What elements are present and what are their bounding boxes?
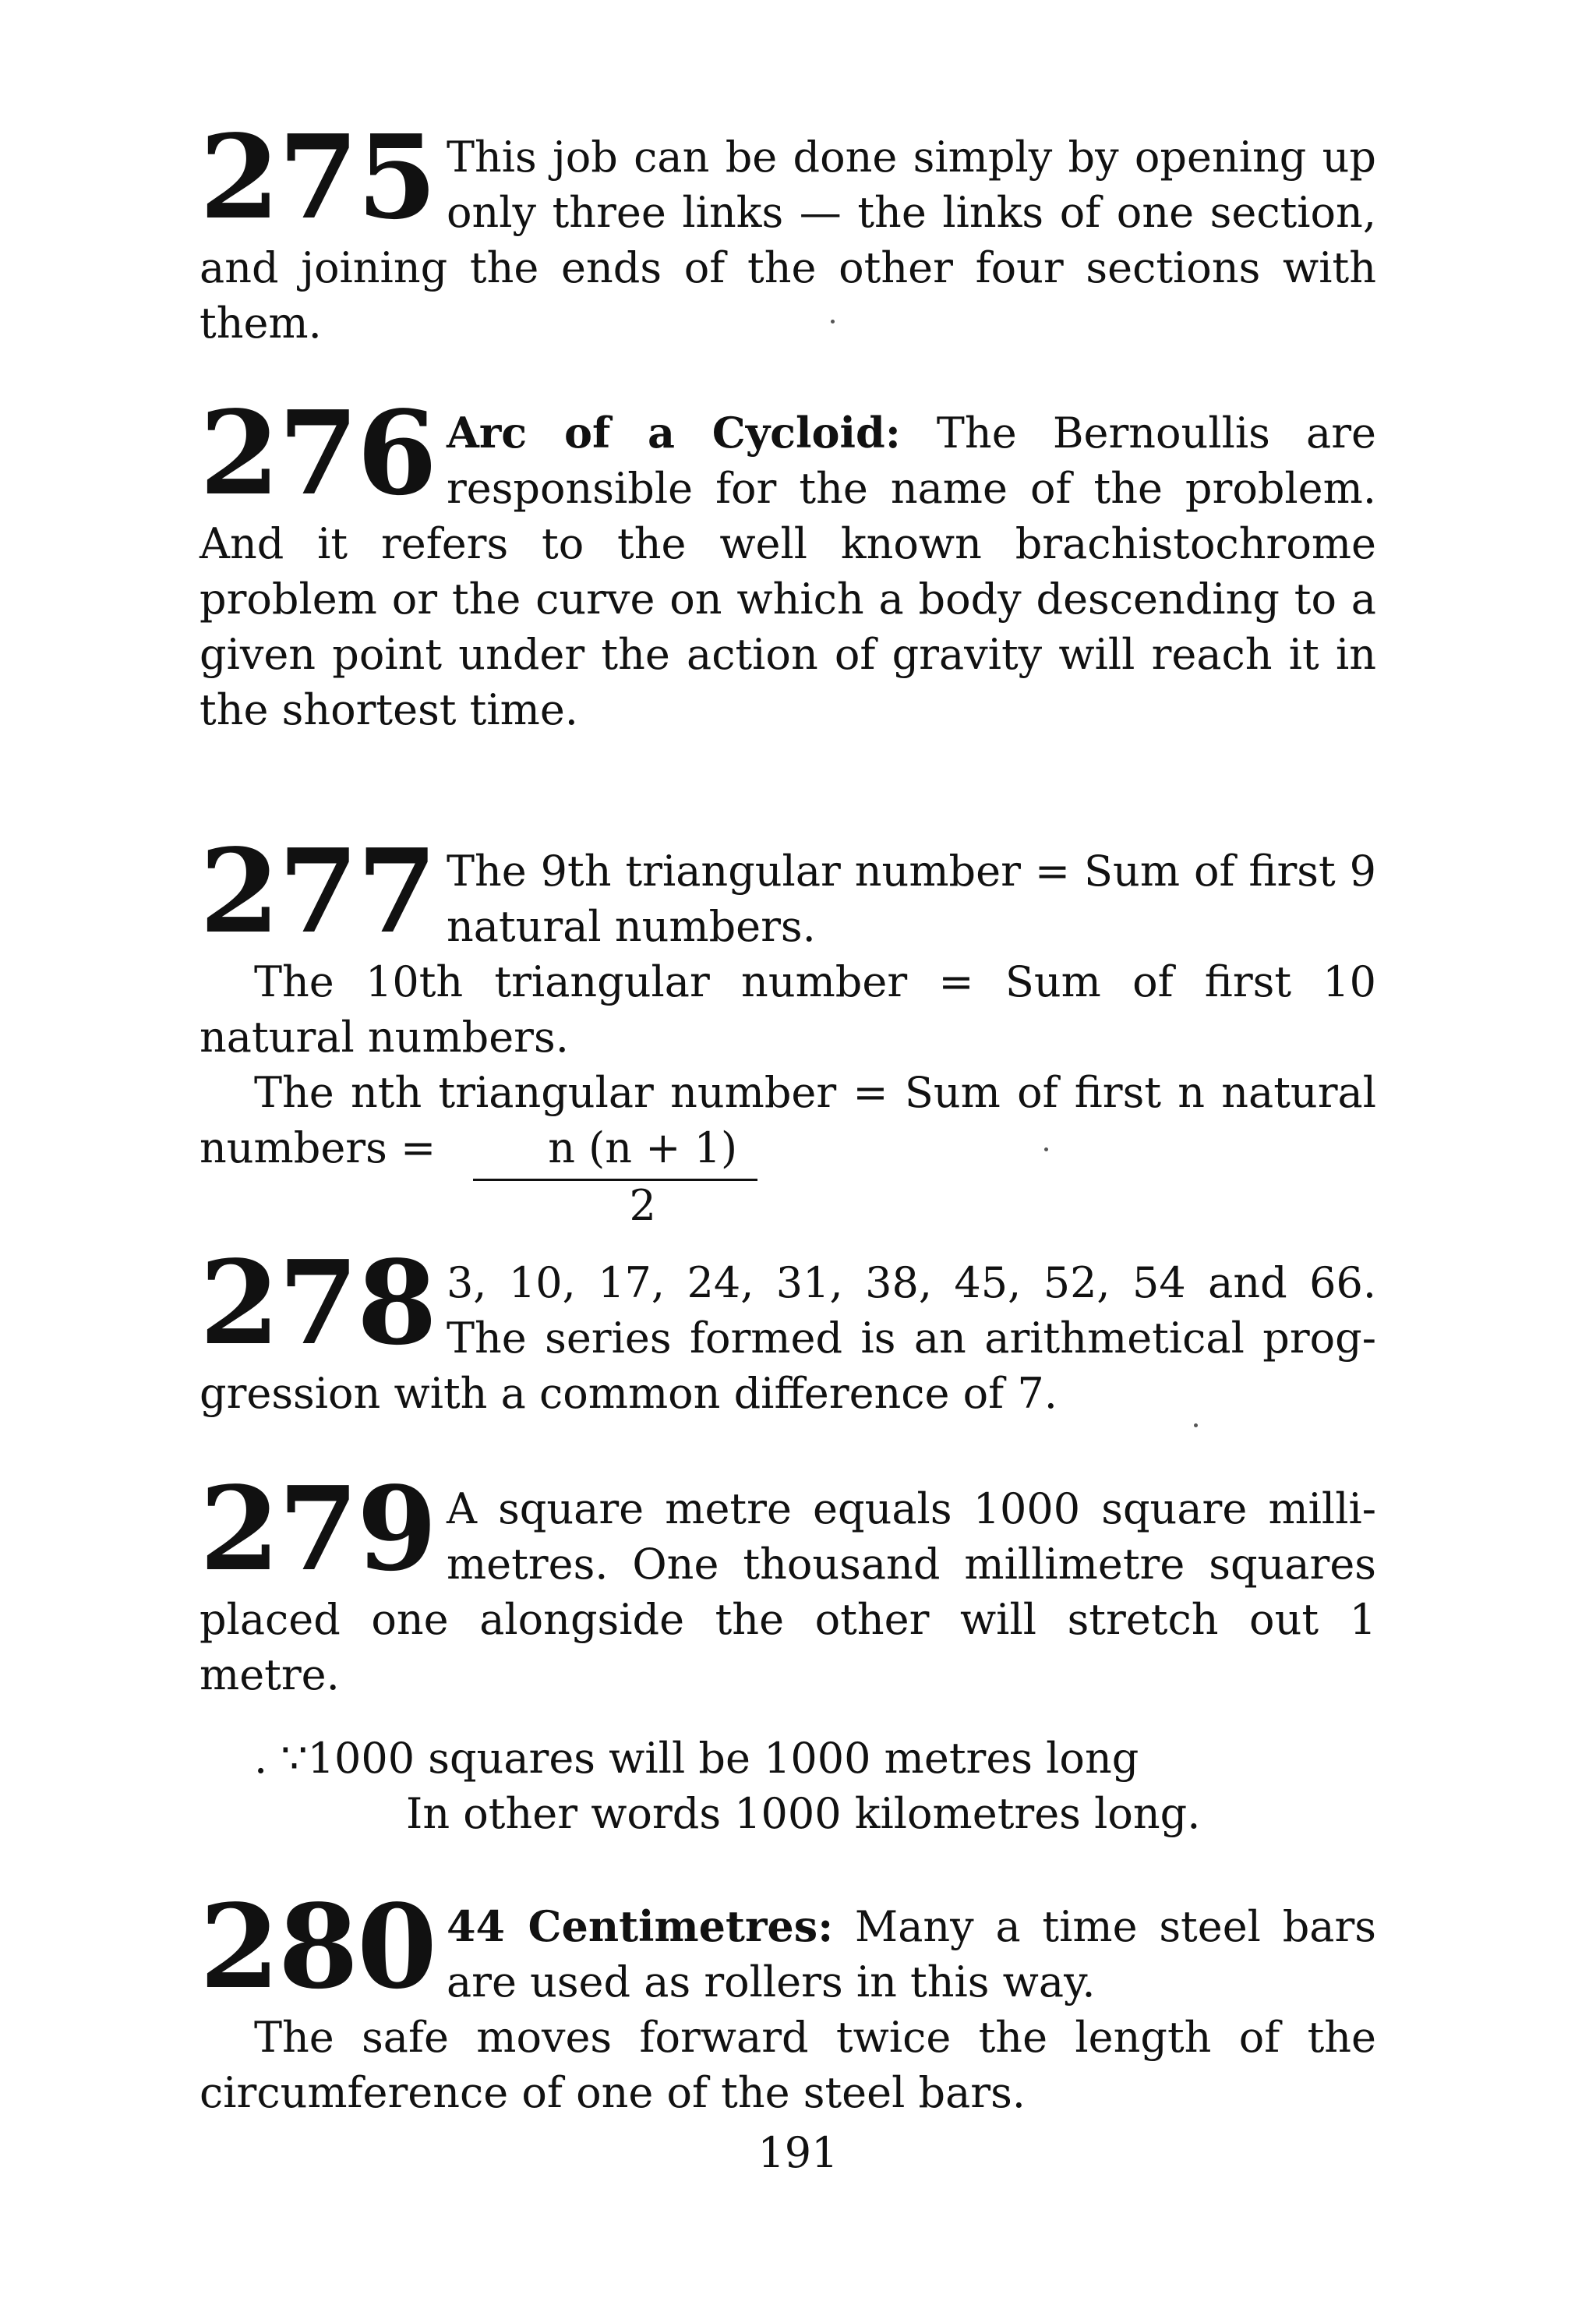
entry-number: 279	[200, 1461, 436, 1596]
scan-speck	[831, 320, 835, 324]
entry-279	[200, 1461, 1376, 1841]
entry-278	[200, 1235, 1376, 1421]
entry-line: In other words 1000 kilometres long.	[406, 1789, 1201, 1838]
fraction-numerator: n (n + 1)	[473, 1120, 757, 1181]
entry-280	[200, 1879, 1377, 2120]
entry-text: 3, 10, 17, 24, 31, 38, 45, 52, 54 and 66. The series formed is an arithmetical prog- gression with a common difference of 7.	[200, 1258, 1376, 1418]
entry-body: The Bernoullis are responsible for the name of the problem. And it refers to the well known brachistochrome problem or the curve on which a body descending to a given point under the action of gravity will reach it in the shortest time.	[200, 408, 1376, 734]
entry-lead: 44 Centimetres:	[446, 1901, 834, 1951]
fraction-denominator: 2	[629, 1181, 656, 1230]
entry-line: The 10th triangular number = Sum of first 10 natural numbers.	[200, 957, 1376, 1062]
fraction	[473, 1120, 757, 1231]
entry-number: 278	[200, 1235, 436, 1370]
entry-number: 277	[200, 823, 436, 959]
scan-speck	[1044, 1147, 1048, 1151]
entry-number: 275	[200, 109, 436, 245]
scan-speck	[1194, 1423, 1198, 1427]
entry-line	[200, 1065, 1376, 1231]
entry-number: 276	[200, 385, 436, 521]
entry-277	[200, 823, 1376, 1231]
entry-275	[200, 109, 1376, 351]
entry-276	[200, 385, 1376, 737]
entry-line-text: The nth triangular number = Sum of first n natural numbers =	[200, 1068, 1376, 1172]
entry-text: This job can be done simply by opening up only three links — the links of one section, and joining the ends of the other four sections with them.	[200, 133, 1376, 348]
entry-lead: Arc of a Cycloid:	[446, 408, 901, 458]
page-number: 191	[757, 2128, 839, 2177]
entry-line: The safe moves forward twice the length of the circumference of one of the steel bars.	[200, 2013, 1376, 2117]
entry-line: . ∵1000 squares will be 1000 metres long	[254, 1734, 1139, 1783]
entry-number: 280	[200, 1879, 436, 2014]
entry-text: A square metre equals 1000 square milli- metres. One thousand millimetre squares placed one alongside the other will stretch out 1 metre.	[200, 1484, 1376, 1699]
entry-line: The 9th triangular number = Sum of first 9 natural numbers.	[446, 847, 1376, 951]
entry-body: Many a time steel bars are used as rollers in this way.	[446, 1902, 1377, 2007]
